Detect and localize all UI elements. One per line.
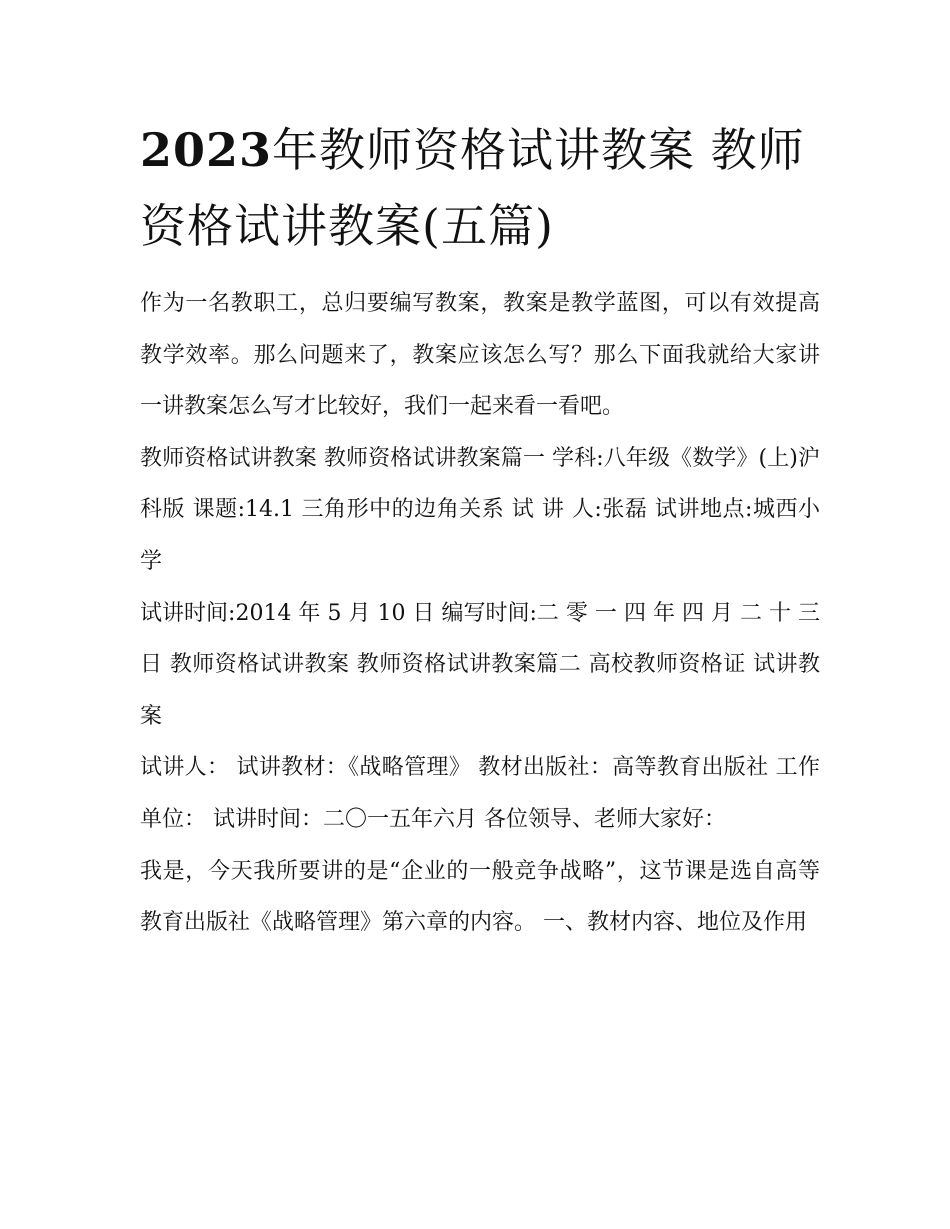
document-body — [140, 278, 820, 949]
title-text: 年教师资格试讲教案 教师资格试讲教案(五篇) — [140, 123, 805, 253]
paragraph-intro: 作为一名教职工，总归要编写教案，教案是教学蓝图，可以有效提高教学效率。那么问题来了，教案应该怎么写？那么下面我就给大家讲一讲教案怎么写才比较好，我们一起来看一看吧。 — [140, 291, 820, 420]
title-year: 2023 — [140, 123, 273, 177]
document-title — [140, 112, 820, 264]
paragraph-lecturer-info: 试讲人： 试讲教材：《战略管理》 教材出版社：高等教育出版社 工作单位： 试讲时间：二〇一五年六月 各位领导、老师大家好： — [140, 755, 820, 832]
paragraph-lesson-one: 教师资格试讲教案 教师资格试讲教案篇一 学科:八年级《数学》(上)沪科版 课题:14.1 三角形中的边角关系 试 讲 人:张磊 试讲地点:城西小学 — [140, 445, 820, 574]
paragraph-opening: 我是，今天我所要讲的是“企业的一般竞争战略”，这节课是选自高等教育出版社《战略管理》第六章的内容。 一、教材内容、地位及作用 — [140, 858, 820, 936]
paragraph-lesson-two: 试讲时间:2014 年 5 月 10 日 编写时间:二 零 一 四 年 四 月 二 十 三日 教师资格试讲教案 教师资格试讲教案篇二 高校教师资格证 试讲教案 — [140, 600, 820, 729]
